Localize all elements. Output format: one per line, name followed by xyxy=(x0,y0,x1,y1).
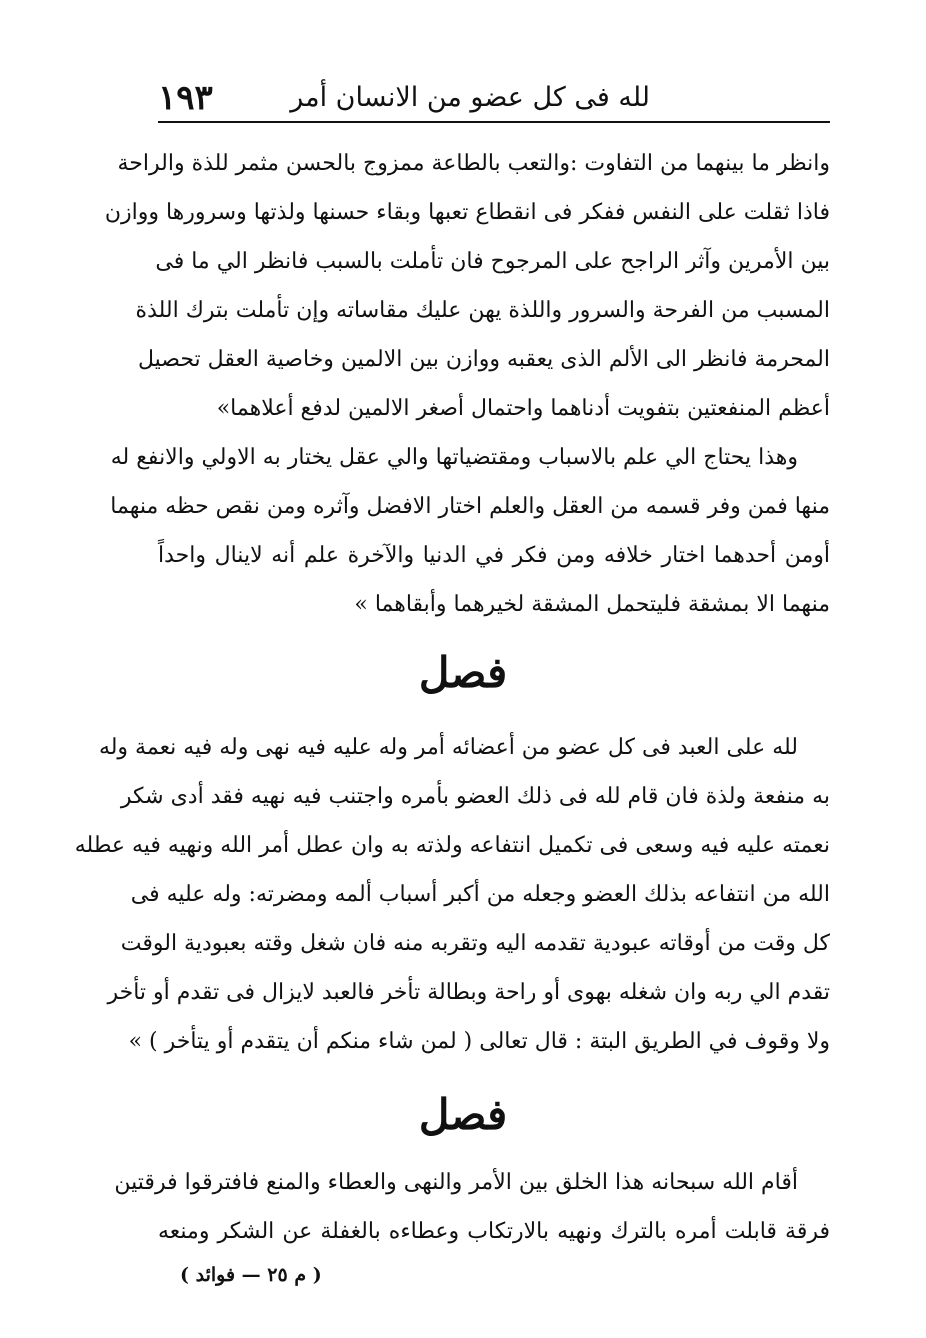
text-line: منهما الا بمشقة فليتحمل المشقة لخيرهما وأبقاهما » xyxy=(354,592,830,617)
text-line: منها فمن وفر قسمه من العقل والعلم اختار الافضل وآثره ومن نقص حظه منهما xyxy=(110,494,830,519)
text-line: أقام الله سبحانه هذا الخلق بين الأمر والنهى والعطاء والمنع فافترقوا فرقتين xyxy=(114,1170,798,1195)
paragraph-4 xyxy=(114,1158,830,1256)
text-line: كل وقت من أوقاته عبودية تقدمه اليه وتقربه منه فان شغل وقته بعبودية الوقت xyxy=(120,931,830,956)
text-line: بين الأمرين وآثر الراجح على المرجوح فان تأملت بالسبب فانظر الي ما فى xyxy=(155,249,830,274)
text-line: وانظر ما بينهما من التفاوت :والتعب بالطاعة ممزوج بالحسن مثمر للذة والراحة xyxy=(117,151,830,176)
signature-mark: ( م ٢٥ — فوائد ) xyxy=(180,1264,322,1286)
text-line: به منفعة ولذة فان قام لله فى ذلك العضو بأمره واجتنب فيه نهيه فقد أدى شكر xyxy=(120,784,830,809)
text-line: المحرمة فانظر الى الألم الذى يعقبه ووازن بين الالمين وخاصية العقل تحصيل xyxy=(137,347,830,372)
text-line: نعمته عليه فيه وسعى فى تكميل انتفاعه ولذته به وان عطل أمر الله ونهيه فيه عطله xyxy=(74,833,830,858)
paragraph-3 xyxy=(74,723,830,1066)
text-line: المسبب من الفرحة والسرور واللذة يهن عليك مقاساته وإن تأملت بترك اللذة xyxy=(135,298,830,323)
text-line: وهذا يحتاج الي علم بالاسباب ومقتضياتها والي عقل يختار به الاولي والانفع له xyxy=(110,445,798,470)
paragraph-1 xyxy=(104,139,830,433)
text-line: فرقة قابلت أمره بالترك ونهيه بالارتكاب وعطاءه بالغفلة عن الشكر ومنعه xyxy=(158,1219,830,1244)
text-line: أعظم المنفعتين بتفويت أدناهما واحتمال أصغر الالمين لدفع أعلاهما» xyxy=(216,396,830,421)
section-heading: فصل xyxy=(418,648,508,697)
page-header xyxy=(158,68,830,118)
page-number: ١٩٣ xyxy=(158,78,213,118)
header-rule xyxy=(158,121,830,123)
text-line: أومن أحدهما اختار خلافه ومن فكر في الدنيا والآخرة علم أنه لاينال واحداً xyxy=(158,543,830,568)
text-line: تقدم الي ربه وان شغله بهوى أو راحة وبطالة تأخر فالعبد لايزال فى تقدم أو تأخر xyxy=(107,980,830,1005)
running-title: لله فى كل عضو من الانسان أمر xyxy=(290,82,650,113)
paragraph-2 xyxy=(110,433,830,629)
text-line: الله من انتفاعه بذلك العضو وجعله من أكبر أسباب ألمه ومضرته: وله عليه فى xyxy=(130,882,830,907)
section-heading: فصل xyxy=(418,1090,508,1139)
text-line: فاذا ثقلت على النفس ففكر فى انقطاع تعبها وبقاء حسنها ولذتها وسرورها ووازن xyxy=(104,200,830,225)
text-line: ولا وقوف في الطريق البتة : قال تعالى ( لمن شاء منكم أن يتقدم أو يتأخر ) » xyxy=(128,1029,830,1054)
text-line: لله على العبد فى كل عضو من أعضائه أمر وله عليه فيه نهى وله فيه نعمة وله xyxy=(98,735,798,760)
